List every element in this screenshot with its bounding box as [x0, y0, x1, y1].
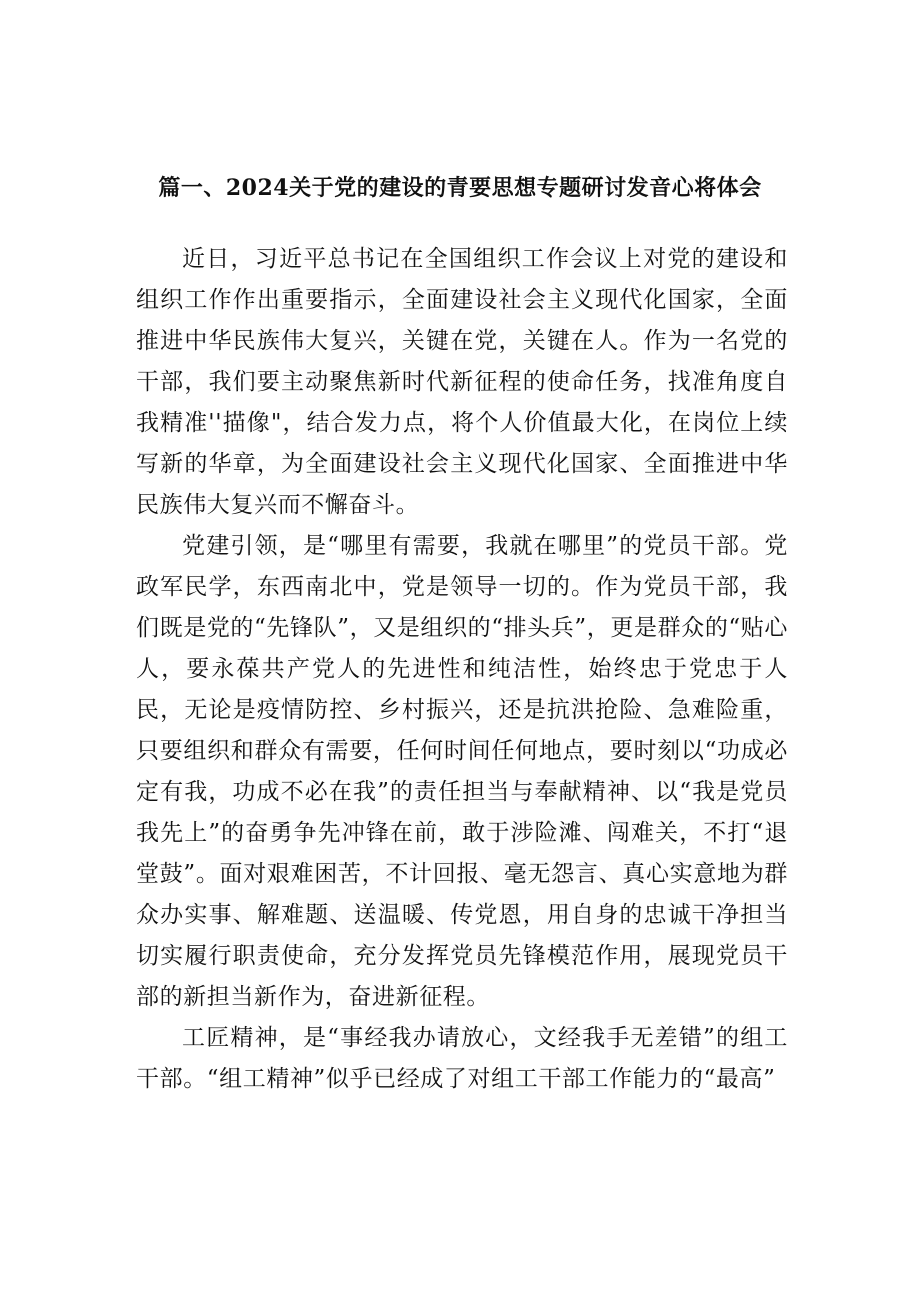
- paragraph-2: 党建引领，是“哪里有需要，我就在哪里”的党员干部。党政军民学，东西南北中，党是领导一切的。作为党员干部，我们既是党的“先锋队”，又是组织的“排头兵”，更是群众的“贴心人，要永葆共产党人的先进性和纯洁性，始终忠于党忠于人民，无论是疫情防控、乡村振兴，还是抗洪抢险、急难险重，只要组织和群众有需要，任何时间任何地点，要时刻以“功成必定有我，功成不必在我”的责任担当与奉献精神、以“我是党员我先上”的奋勇争先冲锋在前，敢于涉险滩、闯难关，不打“退堂鼓”。面对艰难困苦，不计回报、毫无怨言、真心实意地为群众办实事、解难题、送温暖、传党恩，用自身的忠诚干净担当切实履行职责使命，充分发挥党员先锋模范作用，展现党员干部的新担当新作为，奋进新征程。: [136, 533, 788, 1010]
- document-body: [136, 239, 788, 1100]
- paragraph-3: 工匠精神，是“事经我办请放心，文经我手无差错”的组工干部。“组工精神”似乎已经成了对组工干部工作能力的“最高”: [136, 1025, 788, 1092]
- paragraph-1: 近日，习近平总书记在全国组织工作会议上对党的建设和组织工作作出重要指示，全面建设社会主义现代化国家，全面推进中华民族伟大复兴，关键在党，关键在人。作为一名党的干部，我们要主动聚焦新时代新征程的使命任务，找准角度自我精准''描像"，结合发力点，将个人价值最大化，在岗位上续写新的华章，为全面建设社会主义现代化国家、全面推进中华民族伟大复兴而不懈奋斗。: [136, 246, 788, 518]
- document-title: 篇一、2024关于党的建设的青要思想专题研讨发音心将体会: [158, 175, 762, 201]
